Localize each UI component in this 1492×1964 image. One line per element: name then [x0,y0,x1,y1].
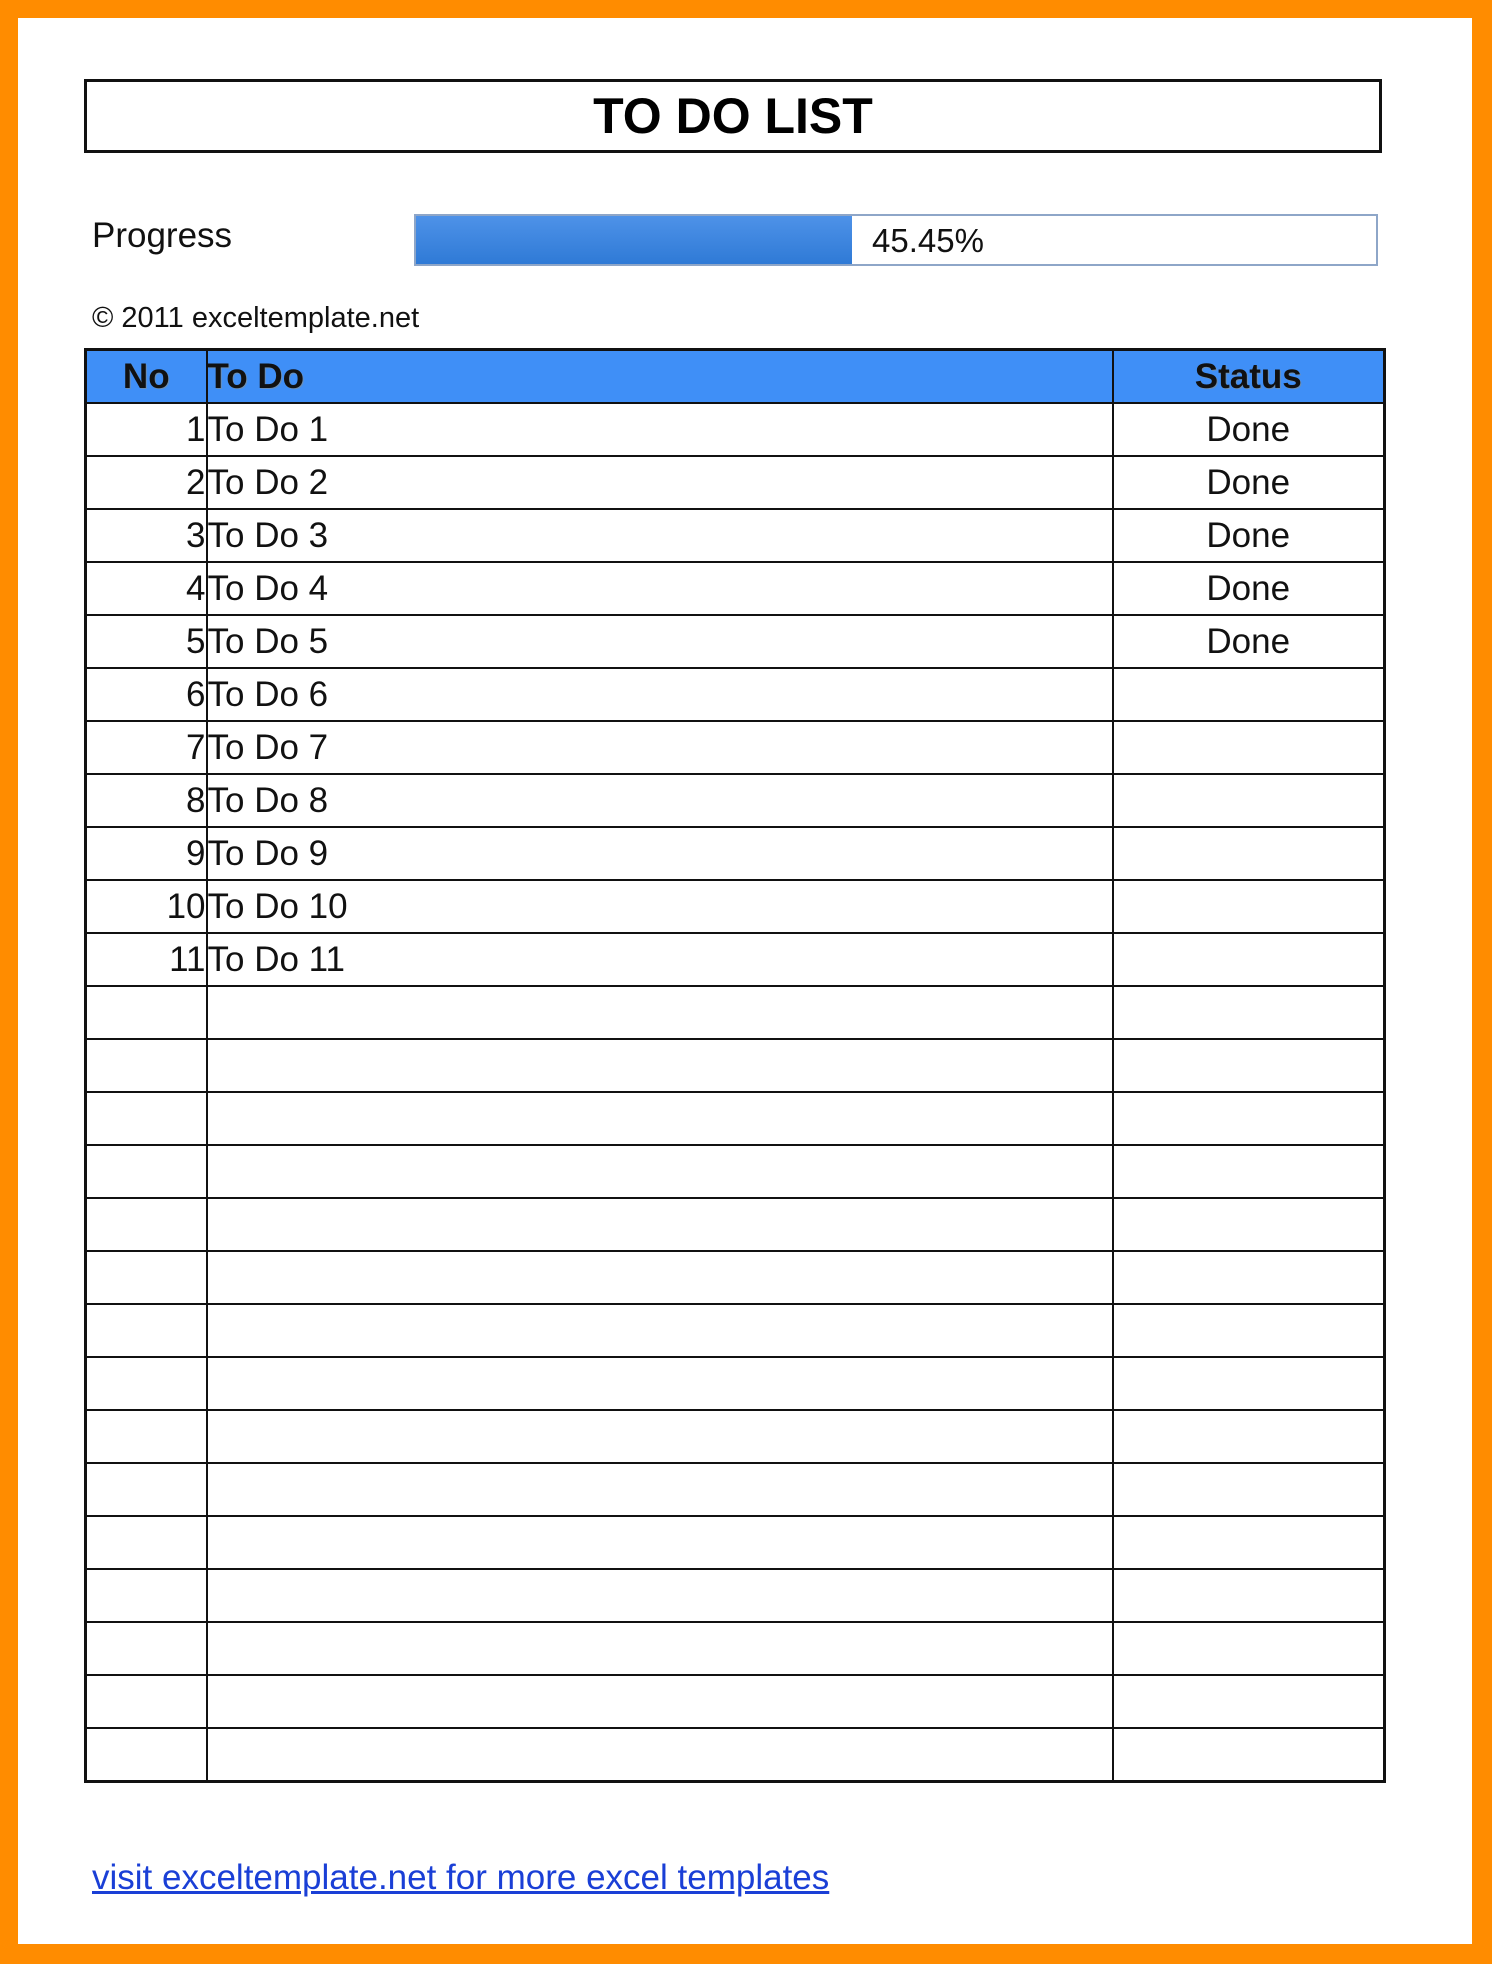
cell-todo[interactable] [207,1304,1113,1357]
cell-no[interactable] [86,1675,207,1728]
cell-todo[interactable]: To Do 10 [207,880,1113,933]
cell-no[interactable] [86,1251,207,1304]
cell-no[interactable]: 7 [86,721,207,774]
cell-todo[interactable] [207,1728,1113,1782]
cell-status[interactable] [1113,721,1385,774]
header-status[interactable]: Status [1113,350,1385,404]
cell-todo[interactable] [207,1198,1113,1251]
cell-status[interactable] [1113,827,1385,880]
cell-no[interactable] [86,1463,207,1516]
cell-status[interactable] [1113,1145,1385,1198]
cell-no[interactable]: 1 [86,403,207,456]
cell-status[interactable] [1113,1092,1385,1145]
cell-status[interactable] [1113,1622,1385,1675]
table-row [86,933,1385,986]
table-row [86,1516,1385,1569]
cell-status[interactable]: Done [1113,509,1385,562]
cell-todo[interactable] [207,1145,1113,1198]
table-row [86,1410,1385,1463]
cell-todo[interactable]: To Do 8 [207,774,1113,827]
cell-no[interactable]: 11 [86,933,207,986]
cell-status[interactable] [1113,933,1385,986]
cell-no[interactable] [86,1569,207,1622]
cell-status[interactable] [1113,668,1385,721]
footer-link[interactable]: visit exceltemplate.net for more excel templates [92,1858,830,1897]
table-row [86,1675,1385,1728]
cell-no[interactable]: 10 [86,880,207,933]
cell-no[interactable]: 5 [86,615,207,668]
table-row [86,1198,1385,1251]
cell-status[interactable]: Done [1113,403,1385,456]
cell-todo[interactable]: To Do 3 [207,509,1113,562]
copyright-text: © 2011 exceltemplate.net [92,302,420,334]
cell-status[interactable] [1113,1198,1385,1251]
cell-no[interactable]: 2 [86,456,207,509]
table-row [86,1145,1385,1198]
cell-no[interactable]: 3 [86,509,207,562]
cell-todo[interactable]: To Do 7 [207,721,1113,774]
cell-todo[interactable] [207,1039,1113,1092]
cell-no[interactable] [86,1622,207,1675]
cell-status[interactable] [1113,1463,1385,1516]
cell-status[interactable]: Done [1113,615,1385,668]
table-header-row [86,350,1385,404]
table-row [86,509,1385,562]
table-row [86,1304,1385,1357]
cell-todo[interactable] [207,1516,1113,1569]
cell-no[interactable]: 8 [86,774,207,827]
table-row [86,668,1385,721]
cell-todo[interactable] [207,1251,1113,1304]
cell-status[interactable] [1113,1569,1385,1622]
table-row [86,1092,1385,1145]
cell-no[interactable] [86,986,207,1039]
cell-no[interactable] [86,1728,207,1782]
cell-todo[interactable]: To Do 9 [207,827,1113,880]
cell-status[interactable] [1113,986,1385,1039]
progress-label: Progress [92,216,233,255]
progress-value: 45.45% [872,222,984,259]
table-row [86,1622,1385,1675]
cell-status[interactable] [1113,1675,1385,1728]
cell-status[interactable] [1113,1516,1385,1569]
cell-no[interactable]: 9 [86,827,207,880]
cell-status[interactable] [1113,880,1385,933]
cell-no[interactable]: 6 [86,668,207,721]
cell-status[interactable]: Done [1113,562,1385,615]
cell-no[interactable] [86,1410,207,1463]
cell-todo[interactable]: To Do 5 [207,615,1113,668]
table-row [86,615,1385,668]
table-row [86,1569,1385,1622]
cell-todo[interactable] [207,1092,1113,1145]
cell-todo[interactable]: To Do 1 [207,403,1113,456]
cell-no[interactable] [86,1092,207,1145]
progress-bar [414,214,1378,266]
table-row [86,774,1385,827]
table-row [86,1357,1385,1410]
table-row [86,827,1385,880]
table-row [86,1728,1385,1782]
cell-todo[interactable]: To Do 4 [207,562,1113,615]
table-row [86,986,1385,1039]
cell-status[interactable] [1113,1039,1385,1092]
page-title: TO DO LIST [84,79,1382,153]
table-row [86,1039,1385,1092]
cell-todo[interactable]: To Do 6 [207,668,1113,721]
cell-todo[interactable] [207,1357,1113,1410]
cell-status[interactable] [1113,1251,1385,1304]
cell-no[interactable] [86,1145,207,1198]
cell-no[interactable] [86,1516,207,1569]
cell-status[interactable] [1113,1357,1385,1410]
cell-status[interactable] [1113,1410,1385,1463]
cell-todo[interactable] [207,1622,1113,1675]
cell-status[interactable]: Done [1113,456,1385,509]
cell-no[interactable] [86,1039,207,1092]
cell-status[interactable] [1113,1304,1385,1357]
header-todo[interactable]: To Do [207,350,1113,404]
cell-todo[interactable]: To Do 11 [207,933,1113,986]
header-no[interactable]: No [86,350,207,404]
cell-no[interactable] [86,1304,207,1357]
cell-todo[interactable] [207,1675,1113,1728]
cell-status[interactable] [1113,774,1385,827]
cell-status[interactable] [1113,1728,1385,1782]
cell-todo[interactable] [207,1569,1113,1622]
cell-todo[interactable] [207,1410,1113,1463]
table-row [86,1251,1385,1304]
cell-no[interactable] [86,1198,207,1251]
cell-todo[interactable] [207,1463,1113,1516]
table-row [86,403,1385,456]
table-row [86,1463,1385,1516]
table-row [86,721,1385,774]
cell-todo[interactable]: To Do 2 [207,456,1113,509]
progress-fill [416,216,852,264]
cell-no[interactable]: 4 [86,562,207,615]
spreadsheet-page [18,18,1472,1944]
table-row [86,456,1385,509]
cell-todo[interactable] [207,986,1113,1039]
cell-no[interactable] [86,1357,207,1410]
table-row [86,880,1385,933]
todo-table [84,348,1386,1783]
table-row [86,562,1385,615]
